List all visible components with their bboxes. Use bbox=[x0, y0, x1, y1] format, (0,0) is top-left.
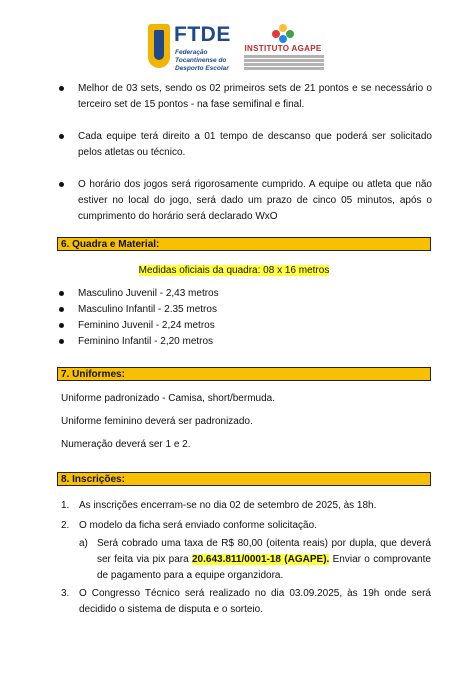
bullet-icon bbox=[59, 323, 64, 328]
registration-list bbox=[61, 498, 431, 618]
bullet-icon bbox=[59, 307, 64, 312]
section-6-heading: 6. Quadra e Material: bbox=[57, 237, 431, 251]
list-item: 1. As inscrições encerram-se no dia 02 de setembro de 2025, às 18h. bbox=[61, 500, 377, 511]
ftde-logo bbox=[148, 22, 234, 74]
agape-logo-name: INSTITUTO AGAPE bbox=[244, 44, 322, 53]
section-8-heading: 8. Inscrições: bbox=[57, 472, 431, 486]
net-height-list bbox=[58, 286, 432, 350]
rules-bullet-list bbox=[58, 81, 432, 225]
header-logos bbox=[0, 22, 468, 74]
list-item: Masculino Infantil - 2.35 metros bbox=[58, 302, 432, 318]
list-item: Feminino Infantil - 2,20 metros bbox=[58, 334, 432, 350]
list-item: Cada equipe terá direito a 01 tempo de descanso que poderá ser solicitado pelos atletas ou técnico. bbox=[58, 129, 432, 161]
uniform-line: Numeração deverá ser 1 e 2. bbox=[61, 439, 191, 450]
uniform-line: Uniforme feminino deverá ser padronizado. bbox=[61, 416, 253, 427]
ftde-logo-subtitle: Federação Tocantinense do Desporto Escolar bbox=[175, 49, 229, 72]
list-item: Feminino Juvenil - 2,24 metros bbox=[58, 318, 432, 334]
pix-key: 20.643.811/0001-18 (AGAPE). bbox=[192, 554, 330, 565]
ftde-shield-icon bbox=[148, 24, 170, 68]
bullet-icon bbox=[59, 134, 64, 139]
agape-logo bbox=[240, 22, 326, 74]
list-item: 2. O modelo da ficha será enviado conforme solicitação. bbox=[61, 520, 317, 531]
bullet-icon bbox=[59, 86, 64, 91]
uniform-line: Uniforme padronizado - Camisa, short/bermuda. bbox=[61, 393, 275, 404]
bullet-icon bbox=[59, 182, 64, 187]
list-item: 3. O Congresso Técnico será realizado no dia 03.09.2025, às 19h onde será decidido o sistema de disputa e o sorteio. bbox=[61, 588, 431, 615]
list-item: a) Será cobrado uma taxa de R$ 80,00 (oitenta reais) por dupla, que deverá ser feita via pix para 20.643.811/0001-18 (AGAPE). Enviar o comprovante de pagamento para a equipe organzidora. bbox=[79, 538, 431, 581]
list-item: O horário dos jogos será rigorosamente cumprido. A equipe ou atleta que não estiver no local do jogo, será dado um prazo de cinco 05 minutos, após o cumprimento do horário será declarado WxO bbox=[58, 177, 432, 225]
section-7-heading: 7. Uniformes: bbox=[57, 367, 431, 381]
agape-people-icon bbox=[272, 24, 294, 44]
bullet-icon bbox=[59, 339, 64, 344]
bullet-icon bbox=[59, 291, 64, 296]
court-measurements bbox=[0, 263, 468, 279]
list-item: Masculino Juvenil - 2,43 metros bbox=[58, 286, 432, 302]
agape-logo-fineprint bbox=[244, 54, 324, 71]
court-measurements-text: Medidas oficiais da quadra: 08 x 16 metros bbox=[138, 265, 330, 276]
ftde-logo-name: FTDE bbox=[174, 23, 231, 46]
list-item: Melhor de 03 sets, sendo os 02 primeiros sets de 21 pontos e se necessário o terceiro set de 15 pontos - na fase semifinal e final. bbox=[58, 81, 432, 113]
uniform-rules bbox=[61, 391, 431, 453]
